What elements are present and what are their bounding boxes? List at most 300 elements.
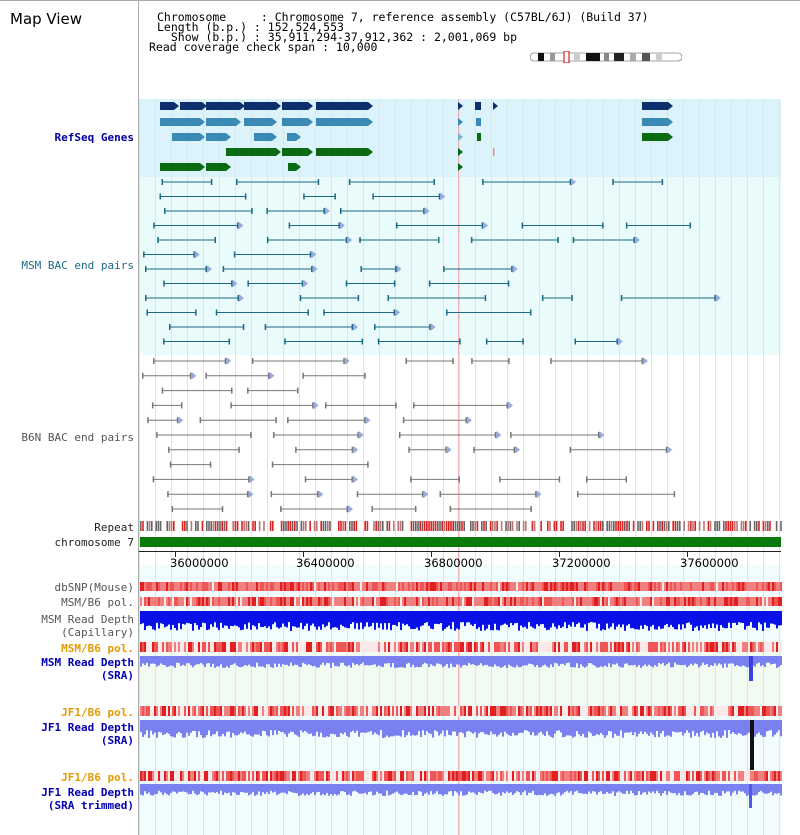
track-label-refseq-genes[interactable]: RefSeq Genes [54,131,134,144]
msm-capillary-depth [180,611,182,629]
b6n-bac-pair [247,388,249,394]
b6n-bac-pair [473,447,475,453]
jf1-trimmed-depth [620,784,622,793]
jf1-b6-pol-heat [542,706,544,716]
jf1-trimmed-depth [642,784,644,793]
msm-b6-pol-heat-2 [312,642,314,652]
b6n-bac-pair [272,462,274,468]
dbsnp-heat [142,582,144,591]
jf1-b6-pol-heat [546,706,548,716]
msm-sra-depth [638,656,640,665]
msm-sra-depth [512,656,514,667]
track-label-repeat[interactable]: Repeat [94,521,134,534]
track-label-chromosome[interactable]: chromosome 7 [54,536,134,549]
jf1-sra-depth [376,720,378,734]
msm-b6-pol-heat [528,597,530,606]
jf1-sra-depth [250,720,252,736]
jf1-b6-pol-heat-2 [250,771,252,781]
jf1-b6-pol-heat [214,706,216,716]
jf1-sra-depth [762,720,764,737]
jf1-trimmed-depth [570,784,572,791]
msm-sra-depth [386,656,388,663]
jf1-b6-pol-heat-2 [174,771,176,781]
msm-b6-pol-heat [174,597,176,606]
jf1-b6-pol-heat-2 [406,771,408,781]
msm-b6-pol-heat [440,597,442,606]
msm-sra-depth [240,656,242,667]
jf1-trimmed-depth [506,784,508,791]
jf1-sra-depth [154,720,156,733]
dbsnp-heat [346,582,348,591]
jf1-trimmed-depth [704,784,706,794]
msm-b6-pol-heat [668,597,670,606]
jf1-trimmed-depth [662,784,664,793]
jf1-trimmed-depth [514,784,516,793]
dbsnp-heat [776,582,778,591]
repeat-element [314,521,316,531]
msm-sra-depth [474,656,476,665]
repeat-element [166,521,168,531]
b6n-bac-pair [499,476,501,482]
jf1-trimmed-depth [668,784,670,791]
jf1-trimmed-depth [296,784,298,793]
jf1-b6-pol-heat [440,706,442,716]
jf1-sra-depth [528,720,530,732]
msm-b6-pol-heat-2 [326,642,328,652]
dbsnp-heat [542,582,544,591]
msm-sra-depth [554,656,556,663]
jf1-b6-pol-heat [250,706,252,716]
jf1-b6-pol-heat [160,706,162,716]
msm-b6-pol-heat-2 [210,642,212,652]
jf1-b6-pol-heat-2 [646,771,648,781]
dbsnp-heat [226,582,228,591]
track-label-msm-depth-cap[interactable]: MSM Read Depth [41,613,134,626]
msm-capillary-depth [632,611,634,628]
jf1-sra-depth [192,720,194,731]
jf1-sra-depth [774,720,776,735]
msm-sra-depth [634,656,636,665]
track-label-jf1-b6-pol-2[interactable]: JF1/B6 pol. [61,771,134,784]
jf1-b6-pol-heat-2 [418,771,420,781]
msm-capillary-depth [198,611,200,630]
jf1-b6-pol-heat [708,706,710,716]
repeat-element [428,521,430,531]
jf1-sra-depth [658,720,660,737]
repeat-element [642,521,644,531]
msm-b6-pol-heat-2 [364,642,366,652]
jf1-b6-pol-heat-2 [600,771,602,781]
msm-sra-depth [320,656,322,665]
msm-sra-depth [530,656,532,664]
jf1-sra-depth [474,720,476,732]
msm-b6-pol-heat [334,597,336,606]
repeat-element [758,521,760,531]
dbsnp-heat [558,582,560,591]
msm-capillary-depth [218,611,220,630]
b6n-bac-pair [586,476,588,482]
msm-sra-depth [772,656,774,664]
msm-b6-pol-heat [666,597,668,606]
b6n-bac-pair [168,447,170,453]
b6n-bac-pair [172,506,174,512]
jf1-trimmed-depth [290,784,292,792]
jf1-trimmed-depth [702,784,704,793]
repeat-element [708,521,710,531]
dbsnp-heat [492,582,494,591]
msm-capillary-depth [610,611,612,627]
jf1-trimmed-depth [164,784,166,793]
msm-sra-depth [522,656,524,666]
msm-bac-pair [359,237,361,243]
jf1-b6-pol-heat [348,706,350,716]
jf1-b6-pol-heat [446,706,448,716]
msm-capillary-depth [450,611,452,629]
track-label-jf1-b6-pol-1[interactable]: JF1/B6 pol. [61,706,134,719]
msm-sra-depth [436,656,438,663]
b6n-bac-pair [252,358,254,364]
msm-sra-depth [242,656,244,667]
msm-capillary-depth [594,611,596,623]
dbsnp-heat [606,582,608,591]
msm-capillary-depth [422,611,424,625]
dbsnp-heat [402,582,404,591]
msm-b6-pol-heat [168,597,170,606]
jf1-b6-pol-heat [746,706,748,716]
msm-b6-pol-heat [162,597,164,606]
jf1-b6-pol-heat-2 [460,771,462,781]
repeat-element [525,521,527,531]
jf1-trimmed-depth [336,784,338,795]
msm-b6-pol-heat [324,597,326,606]
jf1-b6-pol-heat [644,706,646,716]
jf1-b6-pol-heat-2 [748,771,750,781]
msm-sra-depth [544,656,546,665]
jf1-sra-depth [444,720,446,736]
jf1-b6-pol-heat-2 [340,771,342,781]
msm-sra-depth [332,656,334,663]
jf1-b6-pol-heat [288,706,290,716]
jf1-sra-depth [548,720,550,735]
dbsnp-heat [660,582,662,591]
msm-sra-depth [652,656,654,667]
dbsnp-heat [356,582,358,591]
msm-b6-pol-heat-2 [456,642,458,652]
msm-b6-pol-heat-2 [588,642,590,652]
msm-b6-pol-heat-2 [672,642,674,652]
track-label-jf1-depth-sra[interactable]: JF1 Read Depth [41,721,134,734]
msm-b6-pol-heat [778,597,780,606]
jf1-b6-pol-heat [408,706,410,716]
b6n-bac-pair [413,402,415,408]
jf1-b6-pol-heat [556,706,558,716]
msm-b6-pol-heat-2 [478,642,480,652]
dbsnp-heat [500,582,502,591]
jf1-b6-pol-heat [460,706,462,716]
repeat-element [675,521,677,531]
dbsnp-heat [318,582,320,591]
b6n-bac-pair [181,402,183,408]
gene-feature [244,102,276,110]
b6n-bac-pair [348,505,353,513]
track-label-msm-bac[interactable]: MSM BAC end pairs [21,259,134,272]
jf1-b6-pol-heat-2 [448,771,450,781]
track-label-b6n-bac[interactable]: B6N BAC end pairs [21,431,134,444]
jf1-trimmed-depth [342,784,344,791]
msm-b6-pol-heat [706,597,708,606]
repeat-element [232,521,234,531]
dbsnp-heat [422,582,424,591]
jf1-b6-pol-heat [502,706,504,716]
jf1-b6-pol-heat [490,706,492,716]
msm-b6-pol-heat [358,597,360,606]
jf1-sra-depth [434,720,436,730]
jf1-sra-depth [440,720,442,734]
msm-b6-pol-heat-2 [580,642,582,652]
jf1-trimmed-depth [534,784,536,795]
track-label-msm-depth-sra[interactable]: MSM Read Depth [41,656,134,669]
jf1-trimmed-depth [626,784,628,791]
jf1-b6-pol-heat-2 [754,771,756,781]
dbsnp-heat [508,582,510,591]
repeat-element [648,521,650,531]
jf1-b6-pol-heat [778,706,780,716]
msm-sra-depth [142,656,144,664]
dbsnp-heat [198,582,200,591]
msm-b6-pol-heat-2 [224,642,226,652]
msm-bac-pair [690,223,692,229]
track-label-msm-b6-pol-2[interactable]: MSM/B6 pol. [61,642,134,655]
msm-sra-depth [420,656,422,667]
msm-b6-pol-heat-2 [334,642,336,652]
jf1-trimmed-depth [472,784,474,792]
jf1-trimmed-depth [332,784,334,795]
msm-b6-pol-heat [674,597,676,606]
jf1-trimmed-depth [438,784,440,794]
jf1-trimmed-depth [628,784,630,794]
jf1-sra-depth [460,720,462,732]
msm-bac-pair [508,281,510,287]
msm-capillary-depth [608,611,610,628]
jf1-trimmed-depth [728,784,730,791]
msm-sra-depth [180,656,182,666]
msm-capillary-depth [566,611,568,628]
jf1-b6-pol-heat-2 [664,771,666,781]
jf1-sra-depth [354,720,356,733]
msm-capillary-depth [764,611,766,623]
jf1-b6-pol-heat-2 [562,771,564,781]
msm-capillary-depth [708,611,710,624]
repeat-element [437,521,439,531]
jf1-sra-depth [182,720,184,738]
msm-b6-pol-heat [552,597,554,606]
jf1-sra-depth [636,720,638,737]
msm-b6-pol-heat [760,597,762,606]
jf1-b6-pol-heat [750,706,752,716]
jf1-sra-depth [560,720,562,732]
msm-sra-depth [722,656,724,668]
dbsnp-heat [156,582,158,591]
msm-sra-depth [764,656,766,667]
msm-b6-pol-heat-2 [348,642,350,652]
msm-sra-depth [358,656,360,665]
msm-b6-pol-heat-2 [318,642,320,652]
jf1-sra-depth [610,720,612,731]
msm-sra-depth [370,656,372,665]
jf1-b6-pol-heat [304,706,306,716]
jf1-sra-depth [568,720,570,735]
msm-capillary-depth [640,611,642,626]
repeat-element [679,521,681,531]
msm-b6-pol-heat [736,597,738,606]
track-label-jf1-depth-trim[interactable]: JF1 Read Depth [41,786,134,799]
msm-b6-pol-heat [488,597,490,606]
repeat-element [692,521,694,531]
jf1-b6-pol-heat-2 [512,771,514,781]
msm-bac-pair [626,223,628,229]
msm-sra-depth [594,656,596,666]
jf1-sra-depth [146,720,148,730]
msm-b6-pol-heat-2 [346,642,348,652]
jf1-b6-pol-heat-2 [150,771,152,781]
jf1-sra-depth [764,720,766,737]
jf1-trimmed-depth [706,784,708,795]
dbsnp-heat [148,582,150,591]
jf1-b6-pol-heat-2 [390,771,392,781]
jf1-trimmed-depth [238,784,240,795]
jf1-b6-pol-heat [702,706,704,716]
track-label-dbsnp[interactable]: dbSNP(Mouse) [54,581,134,594]
msm-sra-depth [504,656,506,665]
repeat-element [210,521,212,531]
b6n-bac-pair [231,388,233,394]
msm-b6-pol-heat-2 [212,642,214,652]
jf1-sra-depth [294,720,296,734]
jf1-b6-pol-heat [728,706,730,716]
msm-capillary-depth [302,611,304,629]
msm-capillary-depth [492,611,494,630]
dbsnp-heat [644,582,646,591]
jf1-sra-depth [338,720,340,737]
msm-b6-pol-heat-2 [716,642,718,652]
track-label-msm-b6-pol-1[interactable]: MSM/B6 pol. [61,596,134,609]
repeat-element [197,521,199,531]
msm-b6-pol-heat-2 [304,642,306,652]
msm-b6-pol-heat [320,597,322,606]
jf1-b6-pol-heat [252,706,254,716]
jf1-b6-pol-heat [474,706,476,716]
axis-tick-label: 37600000 [680,556,739,570]
msm-b6-pol-heat [342,597,344,606]
jf1-sra-depth [466,720,468,732]
repeat-element [560,521,562,531]
jf1-sra-depth [646,720,648,734]
msm-b6-pol-heat [492,597,494,606]
msm-capillary-depth [484,611,486,630]
msm-capillary-depth [258,611,260,623]
jf1-sra-depth [756,720,758,734]
jf1-sra-depth [476,720,478,738]
repeat-element [285,521,287,531]
jf1-b6-pol-heat [194,706,196,716]
jf1-sra-depth [660,720,662,733]
jf1-trimmed-depth [654,784,656,794]
jf1-sra-depth [356,720,358,731]
repeat-element [512,521,514,531]
msm-b6-pol-heat [462,597,464,606]
jf1-b6-pol-heat-2 [582,771,584,781]
msm-b6-pol-heat [742,597,744,606]
jf1-sra-depth [544,720,546,736]
dbsnp-heat [446,582,448,591]
jf1-trimmed-depth [624,784,626,794]
msm-b6-pol-heat-2 [192,642,194,652]
msm-b6-pol-heat [624,597,626,606]
jf1-sra-depth [498,720,500,735]
jf1-b6-pol-heat [212,706,214,716]
msm-capillary-depth [394,611,396,625]
jf1-sra-depth [226,720,228,732]
jf1-trimmed-depth [740,784,742,792]
msm-sra-depth [294,656,296,665]
msm-sra-depth [550,656,552,664]
jf1-b6-pol-heat [244,706,246,716]
dbsnp-heat [168,582,170,591]
msm-capillary-depth [322,611,324,624]
msm-bac-pair [358,295,360,301]
msm-sra-depth [174,656,176,668]
jf1-trimmed-depth [422,784,424,796]
msm-b6-pol-heat-2 [604,642,606,652]
msm-sra-depth [216,656,218,666]
msm-sra-depth [492,656,494,667]
msm-bac-pair [245,194,247,200]
msm-sra-depth [220,656,222,664]
dbsnp-heat [432,582,434,591]
jf1-sra-depth [172,720,174,737]
b6n-bac-pair [410,476,412,482]
msm-sra-depth [494,656,496,665]
jf1-sra-depth [600,720,602,733]
dbsnp-heat [630,582,632,591]
page-title: Map View [10,10,83,28]
dbsnp-heat [416,582,418,591]
msm-sra-depth [776,656,778,668]
jf1-b6-pol-heat [726,706,728,716]
jf1-b6-pol-heat-2 [514,771,516,781]
jf1-sra-depth [662,720,664,731]
msm-sra-depth [676,656,678,665]
jf1-b6-pol-heat-2 [742,771,744,781]
msm-b6-pol-heat-2 [690,642,692,652]
jf1-b6-pol-heat [416,706,418,716]
jf1-b6-pol-heat-2 [348,771,350,781]
jf1-trimmed-depth [776,784,778,794]
jf1-trimmed-depth [512,784,514,795]
jf1-b6-pol-heat [330,706,332,716]
msm-sra-depth [588,656,590,663]
jf1-b6-pol-heat-2 [396,771,398,781]
msm-b6-pol-heat-2 [256,642,258,652]
msm-b6-pol-heat [200,597,202,606]
msm-capillary-depth [526,611,528,629]
jf1-sra-depth [778,720,780,730]
msm-capillary-depth [662,611,664,628]
msm-capillary-depth [170,611,172,630]
jf1-sra-depth [204,720,206,737]
jf1-sra-depth [438,720,440,736]
repeat-element [340,521,342,531]
